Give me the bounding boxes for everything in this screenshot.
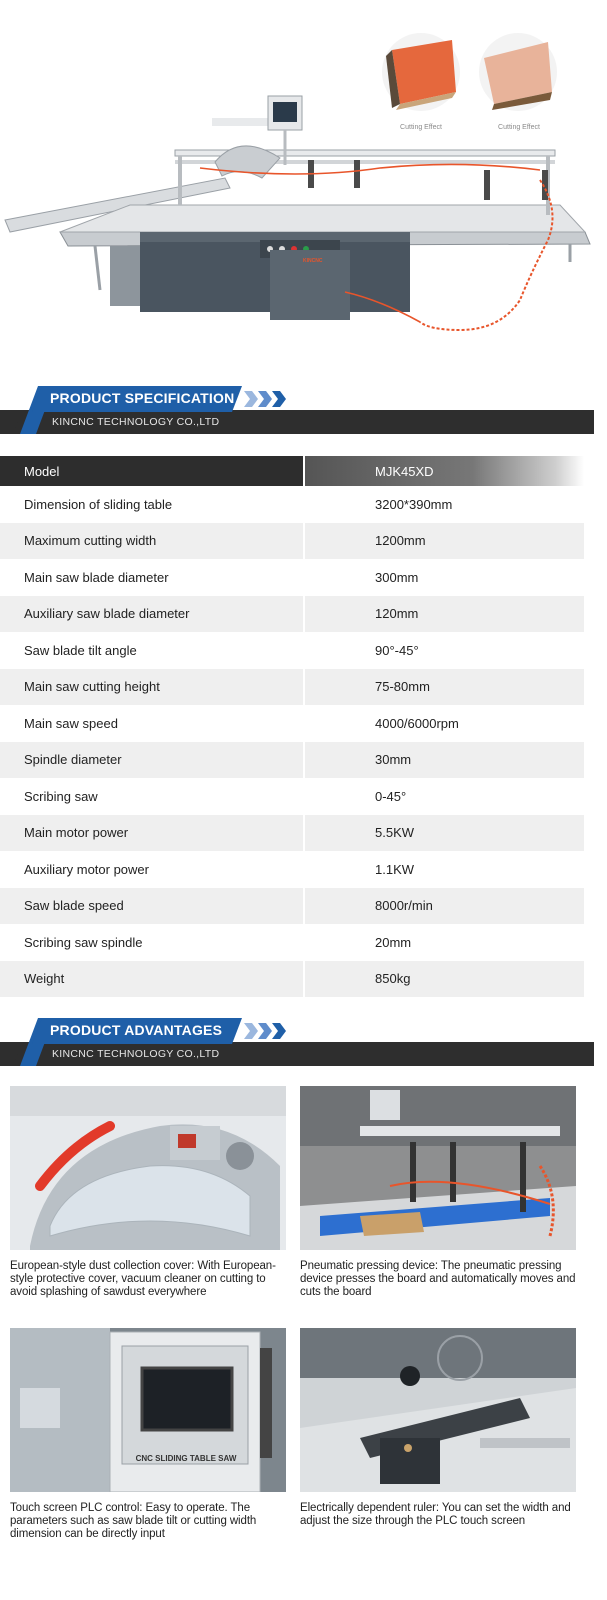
spec-label: Weight (24, 971, 65, 987)
specification-table (0, 456, 584, 997)
sliding-table-saw-illustration (0, 0, 607, 380)
spec-label: Auxiliary motor power (24, 861, 149, 877)
spec-value: 5.5KW (303, 815, 584, 852)
table-row (0, 486, 584, 523)
advantage-caption: Touch screen PLC control: Easy to operate. The parameters such as saw blade tilt or cutting width dimension can be directly input (10, 1502, 257, 1540)
spec-value: 120mm (303, 596, 584, 633)
table-row (0, 559, 584, 596)
spec-label: Main saw blade diameter (24, 569, 169, 585)
spec-label: Main saw speed (24, 715, 118, 731)
spec-section-subtitle: KINCNC TECHNOLOGY CO.,LTD (52, 416, 220, 428)
chevrons-right-icon (244, 390, 294, 408)
table-row (0, 815, 584, 852)
electric-ruler-photo (300, 1328, 576, 1492)
spec-section-header (0, 386, 607, 446)
spec-header-value: MJK45XD (303, 456, 584, 486)
pneumatic-pressing-photo (300, 1086, 576, 1250)
table-row (0, 778, 584, 815)
cutting-effect-label-2: Cutting Effect (498, 124, 540, 131)
spec-section-title: PRODUCT SPECIFICATION (50, 390, 235, 406)
spec-header-row (0, 456, 584, 486)
table-row (0, 961, 584, 998)
spec-label: Auxiliary saw blade diameter (24, 606, 190, 622)
table-row (0, 888, 584, 925)
spec-value: 3200*390mm (303, 486, 584, 523)
advantages-section-header (0, 1018, 607, 1078)
touch-screen-photo (10, 1328, 286, 1492)
machine-brand-mark: KINCNC (303, 258, 323, 264)
spec-value: 1.1KW (303, 851, 584, 888)
spec-value: 0-45° (303, 778, 584, 815)
advantages-section-subtitle: KINCNC TECHNOLOGY CO.,LTD (52, 1048, 220, 1060)
table-row (0, 632, 584, 669)
table-row (0, 705, 584, 742)
spec-label: Spindle diameter (24, 752, 122, 768)
spec-label: Saw blade tilt angle (24, 642, 137, 658)
dust-cover-photo (10, 1086, 286, 1250)
advantage-card-electric-ruler (300, 1328, 576, 1528)
spec-value: 90°-45° (303, 632, 584, 669)
table-row (0, 669, 584, 706)
spec-label: Dimension of sliding table (24, 496, 173, 512)
spec-value: 30mm (303, 742, 584, 779)
spec-value: 8000r/min (303, 888, 584, 925)
spec-value: 75-80mm (303, 669, 584, 706)
spec-label: Main motor power (24, 825, 129, 841)
advantage-card-pneumatic-pressing (300, 1086, 576, 1299)
hero-product-image (0, 0, 607, 380)
spec-value: 1200mm (303, 523, 584, 560)
advantages-section-title: PRODUCT ADVANTAGES (50, 1022, 223, 1038)
spec-label: Scribing saw spindle (24, 934, 143, 950)
spec-label: Maximum cutting width (24, 533, 157, 549)
spec-label: Scribing saw (24, 788, 98, 804)
table-row (0, 523, 584, 560)
cnc-panel-label: CNC SLIDING TABLE SAW (135, 1454, 237, 1463)
cutting-effect-sample-2 (479, 33, 557, 111)
advantage-card-dust-cover (10, 1086, 286, 1299)
spec-value: 300mm (303, 559, 584, 596)
cutting-effect-sample-1 (382, 33, 460, 111)
spec-value: 4000/6000rpm (303, 705, 584, 742)
chevrons-right-icon (244, 1022, 294, 1040)
spec-label: Main saw cutting height (24, 679, 160, 695)
advantage-caption: Pneumatic pressing device: The pneumatic pressing device presses the board and automatically moves and cuts the board (300, 1260, 576, 1298)
advantage-caption: European-style dust collection cover: With European-style protective cover, vacuum cleaner on cutting to avoid splashing of sawdust everywhere (10, 1260, 276, 1298)
spec-value: 850kg (303, 961, 584, 998)
table-row (0, 596, 584, 633)
spec-label: Saw blade speed (24, 898, 124, 914)
spec-value: 20mm (303, 924, 584, 961)
cutting-effect-label-1: Cutting Effect (400, 124, 442, 131)
advantage-card-touch-screen (10, 1328, 286, 1541)
table-row (0, 742, 584, 779)
table-row (0, 851, 584, 888)
table-row (0, 924, 584, 961)
spec-header-label: Model (0, 456, 303, 486)
advantage-caption: Electrically dependent ruler: You can set the width and adjust the size through the PLC touch screen (300, 1502, 571, 1527)
